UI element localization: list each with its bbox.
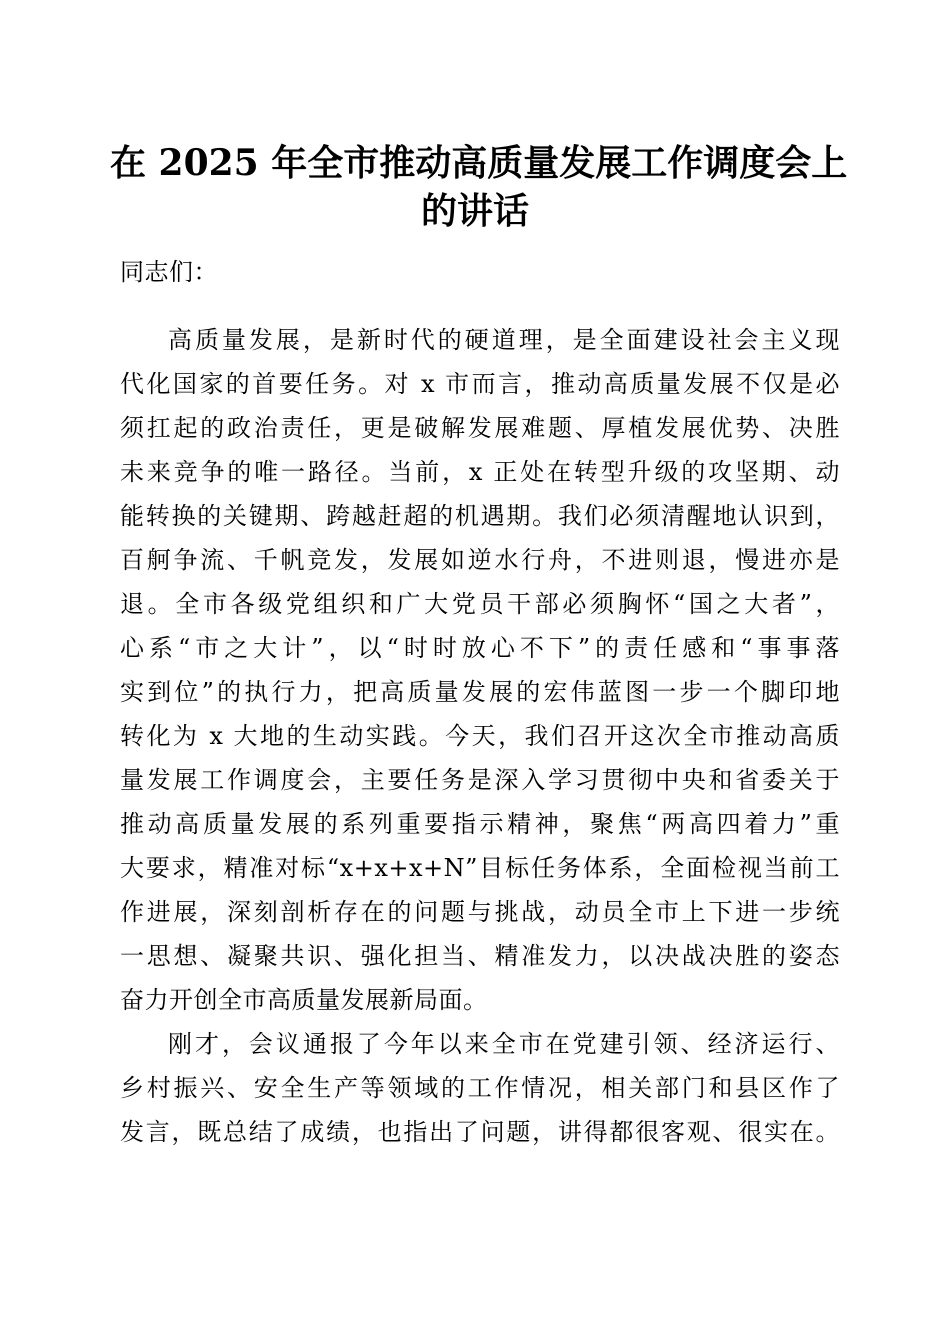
paragraph-1-line: 高质量发展，是新时代的硬道理，是全面建设社会主义现 [168, 326, 840, 354]
paragraph-1-line: 须扛起的政治责任，更是破解发展难题、厚植发展优势、决胜 [120, 414, 840, 442]
paragraph-1-line: 一思想、凝聚共识、强化担当、精准发力，以决战决胜的姿态 [120, 942, 840, 970]
paragraph-1-line: 大要求，精准对标“x+x+x+N”目标任务体系，全面检视当前工 [120, 854, 840, 882]
paragraph-1-line: 奋力开创全市高质量发展新局面。 [120, 986, 488, 1014]
paragraph-1-line: 未来竞争的唯一路径。当前，x 正处在转型升级的攻坚期、动 [120, 458, 840, 486]
salutation: 同志们： [120, 258, 218, 286]
paragraph-1-line: 作进展，深刻剖析存在的问题与挑战，动员全市上下进一步统 [120, 898, 840, 926]
paragraph-2-line: 刚才，会议通报了今年以来全市在党建引领、经济运行、 [168, 1030, 840, 1058]
page-title-line-2: 的讲话 [420, 190, 529, 232]
paragraph-1-line: 心系“市之大计”，以“时时放心不下”的责任感和“事事落 [120, 634, 840, 662]
paragraph-2-line: 乡村振兴、安全生产等领域的工作情况，相关部门和县区作了 [120, 1074, 840, 1102]
page-title-line-1: 在 2025 年全市推动高质量发展工作调度会上 [110, 142, 848, 184]
paragraph-1-line: 实到位”的执行力，把高质量发展的宏伟蓝图一步一个脚印地 [120, 678, 840, 706]
paragraph-2-line: 发言，既总结了成绩，也指出了问题，讲得都很客观、很实在。 [120, 1118, 840, 1146]
paragraph-1-line: 转化为 x 大地的生动实践。今天，我们召开这次全市推动高质 [120, 722, 840, 750]
paragraph-1-line: 退。全市各级党组织和广大党员干部必须胸怀“国之大者”， [120, 590, 840, 618]
paragraph-1-line: 推动高质量发展的系列重要指示精神，聚焦“两高四着力”重 [120, 810, 840, 838]
paragraph-1-line: 代化国家的首要任务。对 x 市而言，推动高质量发展不仅是必 [120, 370, 840, 398]
paragraph-1-line: 百舸争流、千帆竞发，发展如逆水行舟，不进则退，慢进亦是 [120, 546, 840, 574]
paragraph-1-line: 能转换的关键期、跨越赶超的机遇期。我们必须清醒地认识到， [120, 502, 840, 530]
paragraph-1-line: 量发展工作调度会，主要任务是深入学习贯彻中央和省委关于 [120, 766, 840, 794]
